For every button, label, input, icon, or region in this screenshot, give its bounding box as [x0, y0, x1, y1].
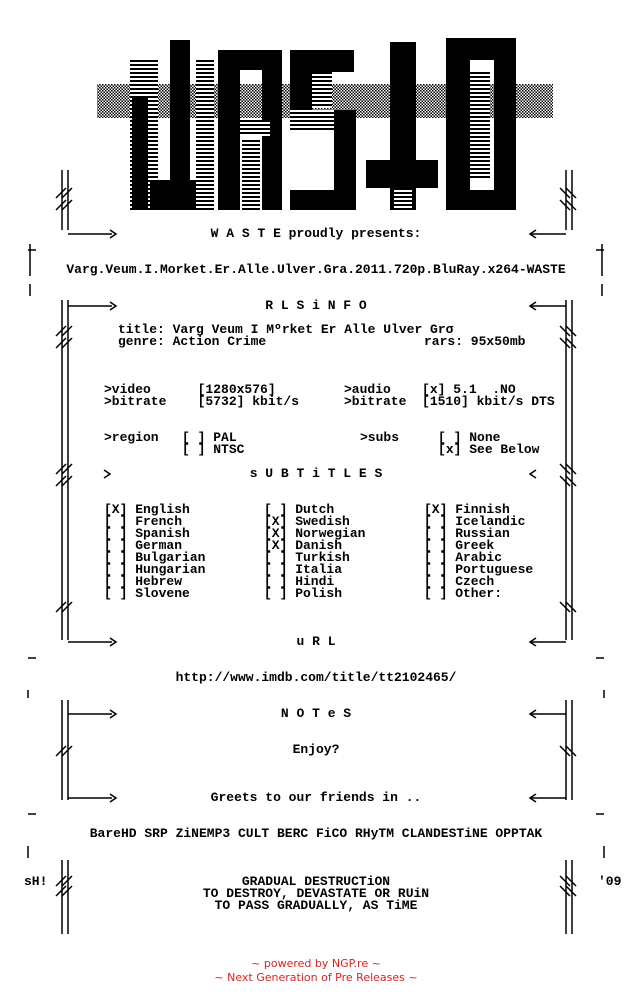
info-rars: rars: 95x50mb	[424, 334, 526, 349]
signature-left: sH!	[24, 874, 48, 889]
subtitle-item: [ ] Dutch	[264, 502, 335, 517]
greets-groups: BareHD SRP ZiNEMP3 CULT BERC FiCO RHyTM CLANDESTiNE OPPTAK	[89, 826, 543, 841]
section-subtitles: s U B T i T L E S	[249, 466, 383, 481]
release-name: Varg.Veum.I.Morket.Er.Alle.Ulver.Gra.2011.720p.BluRay.x264-WASTE	[66, 262, 566, 277]
signature-line-1: GRADUAL DESTRUCTiON	[241, 874, 391, 889]
subtitle-item: [ ] Icelandic	[424, 514, 526, 529]
subtitle-item: [ ] Hungarian	[104, 562, 206, 577]
info-subs-none: >subs [ ] None	[360, 430, 501, 445]
subtitle-item: [ ] Hebrew	[104, 574, 183, 589]
subtitle-item: [ ] French	[104, 514, 183, 529]
subtitle-item: [X] Finnish	[424, 502, 510, 517]
subtitle-item: [ ] Spanish	[104, 526, 190, 541]
subtitle-item: [X] English	[104, 502, 190, 517]
subtitle-item: [ ] Greek	[424, 538, 495, 553]
subtitle-item: [ ] Arabic	[424, 550, 503, 565]
subtitle-item: [ ] Other:	[424, 586, 503, 601]
section-greets: Greets to our friends in ..	[210, 790, 422, 805]
info-region-pal: >region [ ] PAL	[104, 430, 237, 445]
subtitle-item: [ ] Polish	[264, 586, 343, 601]
subtitle-item: [ ] Russian	[424, 526, 510, 541]
info-title: title: Varg Veum I Mºrket Er Alle Ulver Grσ	[118, 322, 454, 337]
signature-line-3: TO PASS GRADUALLY, AS TiME	[214, 898, 418, 913]
subtitle-item: [ ] Bulgarian	[104, 550, 206, 565]
subtitle-item: [X] Danish	[264, 538, 343, 553]
subtitle-item: [X] Norwegian	[264, 526, 366, 541]
footer-powered: ~ powered by NGP.re ~	[251, 957, 381, 970]
subtitle-item: [ ] Hindi	[264, 574, 335, 589]
info-audio-bitrate: >bitrate [1510] kbit/s DTS	[344, 394, 555, 409]
subtitle-item: [ ] Czech	[424, 574, 495, 589]
info-audio: >audio [x] 5.1 .NO	[344, 382, 516, 397]
info-region-ntsc: [ ] NTSC	[104, 442, 245, 457]
signature-line-2: TO DESTROY, DEVASTATE OR RUiN	[202, 886, 430, 901]
subtitle-item: [ ] Portuguese	[424, 562, 534, 577]
subtitle-item: [ ] Italia	[264, 562, 343, 577]
info-subs-below: [x] See Below	[360, 442, 540, 457]
imdb-link[interactable]: http://www.imdb.com/title/tt2102465/	[175, 670, 457, 685]
signature-right: '09	[598, 874, 622, 889]
subtitle-item: [ ] German	[104, 538, 183, 553]
info-video: >video [1280x576]	[104, 382, 276, 397]
section-notes: N O T e S	[280, 706, 352, 721]
section-url: u R L	[296, 634, 336, 649]
notes-text: Enjoy?	[292, 742, 340, 757]
subtitle-item: [X] Swedish	[264, 514, 350, 529]
section-rlsinfo: R L S i N F O	[265, 298, 367, 313]
subtitle-item: [ ] Turkish	[264, 550, 350, 565]
footer-tagline: ~ Next Generation of Pre Releases ~	[214, 971, 418, 984]
subtitle-item: [ ] Slovene	[104, 586, 190, 601]
info-genre: genre: Action Crime	[118, 334, 267, 349]
info-video-bitrate: >bitrate [5732] kbit/s	[104, 394, 300, 409]
presents-line: W A S T E proudly presents:	[210, 226, 422, 241]
